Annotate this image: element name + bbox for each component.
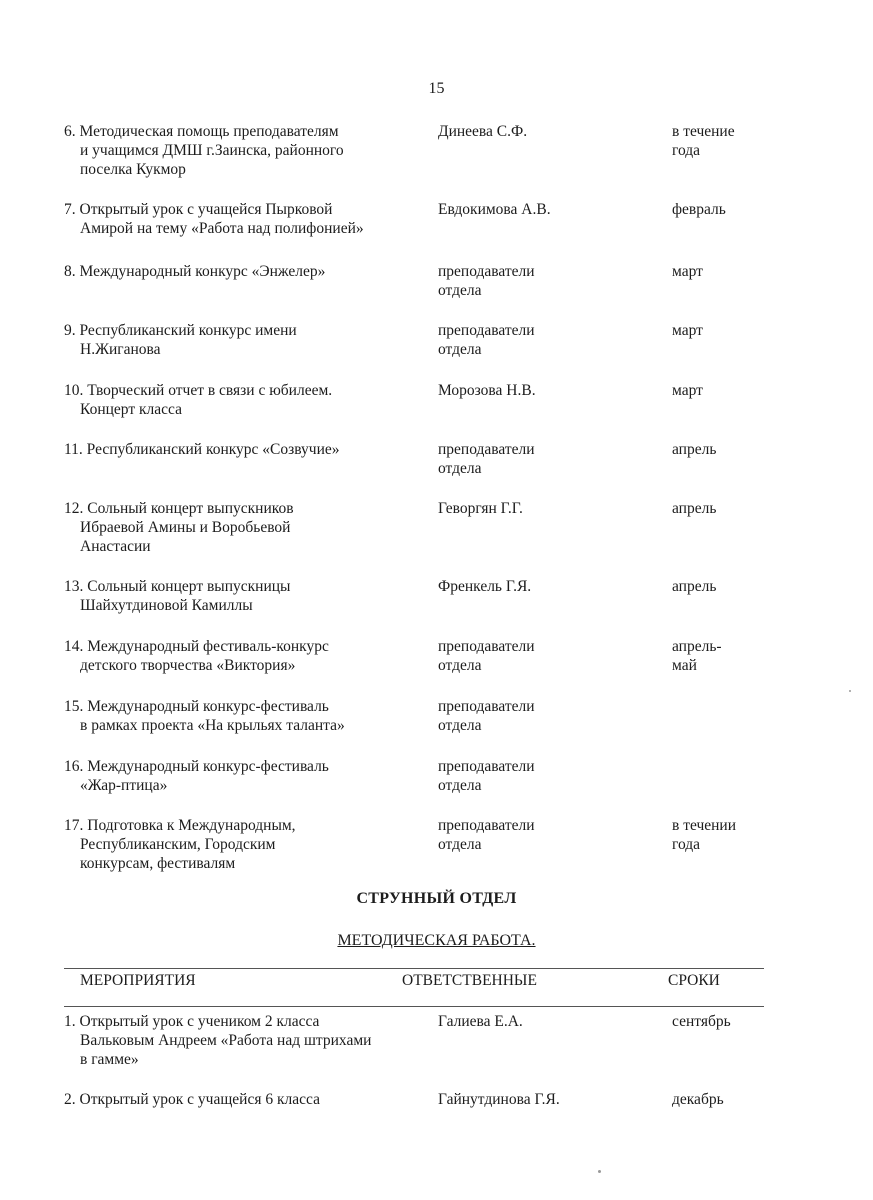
event-text-line: Шайхутдиновой Камиллы [80,597,253,614]
responsible-text-line: преподаватели [438,441,535,458]
date-text-line: года [672,836,701,853]
date-text-line: март [672,263,703,280]
responsible-text-line: преподаватели [438,638,535,655]
event-text-line: «Жар-птица» [80,777,168,794]
event-dates [672,200,812,219]
event-dates [672,637,812,675]
responsible-person [438,122,638,141]
event-text-line: в рамках проекта «На крыльях таланта» [80,717,345,734]
responsible-text-line: преподаватели [438,817,535,834]
event-description [64,1012,414,1069]
event-text-line: поселка Кукмор [80,161,186,178]
responsible-text-line: отдела [438,282,482,299]
event-text-line: 9. Республиканский конкурс имени [64,322,297,339]
section-subtitle: МЕТОДИЧЕСКАЯ РАБОТА. [337,932,536,949]
responsible-text-line: Морозова Н.В. [438,382,536,399]
header-dates: СРОКИ [668,972,720,989]
responsible-text-line: отдела [438,717,482,734]
event-text-line: Концерт класса [80,401,182,418]
event-text-line: 15. Международный конкурс-фестиваль [64,698,329,715]
date-text-line: апрель [672,500,717,517]
event-text-line: в гамме» [80,1051,139,1068]
event-text-line: 7. Открытый урок с учащейся Пырковой [64,201,333,218]
event-text-line: и учащимся ДМШ г.Заинска, районного [80,142,344,159]
responsible-text-line: Галиева Е.А. [438,1013,523,1030]
event-dates [672,816,812,854]
responsible-person [438,262,638,300]
event-description [64,577,414,615]
event-description [64,816,414,873]
date-text-line: март [672,382,703,399]
responsible-text-line: отдела [438,341,482,358]
date-text-line: март [672,322,703,339]
scan-speck [849,690,851,692]
event-dates [672,1012,812,1031]
responsible-text-line: преподаватели [438,698,535,715]
responsible-person [438,381,638,400]
event-text-line: 2. Открытый урок с учащейся 6 класса [64,1091,320,1108]
header-responsible: ОТВЕТСТВЕННЫЕ [402,972,537,989]
responsible-text-line: отдела [438,460,482,477]
responsible-text-line: Френкель Г.Я. [438,578,532,595]
page-number: 15 [428,80,445,97]
event-description [64,499,414,556]
event-description [64,1090,414,1109]
event-text-line: 13. Сольный концерт выпускницы [64,578,291,595]
table-header-bottom-rule [64,1006,764,1007]
date-text-line: май [672,657,697,674]
event-dates [672,262,812,281]
event-description [64,262,414,281]
responsible-person [438,440,638,478]
event-text-line: 10. Творческий отчет в связи с юбилеем. [64,382,333,399]
date-text-line: февраль [672,201,726,218]
event-text-line: 11. Республиканский конкурс «Созвучие» [64,441,340,458]
date-text-line: сентябрь [672,1013,731,1030]
responsible-text-line: отдела [438,836,482,853]
responsible-text-line: Гайнутдинова Г.Я. [438,1091,560,1108]
event-text-line: детского творчества «Виктория» [80,657,296,674]
table-header-top-rule [64,968,764,969]
date-text-line: апрель- [672,638,722,655]
event-dates [672,122,812,160]
event-dates [672,321,812,340]
responsible-person [438,637,638,675]
responsible-person [438,757,638,795]
responsible-person [438,1012,638,1031]
event-description [64,637,414,675]
date-text-line: в течение [672,123,735,140]
event-text-line: 16. Международный конкурс-фестиваль [64,758,329,775]
event-dates [672,1090,812,1109]
event-text-line: 8. Международный конкурс «Энжелер» [64,263,326,280]
responsible-text-line: отдела [438,777,482,794]
event-dates [672,577,812,596]
event-text-line: Вальковым Андреем «Работа над штрихами [80,1032,372,1049]
event-description [64,122,414,179]
event-text-line: Амирой на тему «Работа над полифонией» [80,220,364,237]
responsible-person [438,321,638,359]
event-description [64,321,414,359]
responsible-person [438,577,638,596]
event-description [64,757,414,795]
event-text-line: Ибраевой Амины и Воробьевой [80,519,291,536]
responsible-person [438,697,638,735]
event-dates [672,440,812,459]
responsible-text-line: Евдокимова А.В. [438,201,551,218]
event-text-line: 1. Открытый урок с учеником 2 класса [64,1013,320,1030]
responsible-text-line: преподаватели [438,758,535,775]
responsible-person [438,816,638,854]
event-text-line: конкурсам, фестивалям [80,855,236,872]
event-dates [672,381,812,400]
header-events: МЕРОПРИЯТИЯ [80,972,196,989]
event-description [64,440,414,459]
responsible-person [438,499,638,518]
event-description [64,381,414,419]
event-text-line: 6. Методическая помощь преподавателям [64,123,339,140]
event-text-line: Н.Жиганова [80,341,161,358]
responsible-text-line: преподаватели [438,322,535,339]
event-description [64,200,414,238]
event-dates [672,499,812,518]
event-text-line: Республиканским, Городским [80,836,276,853]
responsible-person [438,1090,638,1109]
responsible-text-line: отдела [438,657,482,674]
event-text-line: 12. Сольный концерт выпускников [64,500,294,517]
date-text-line: апрель [672,441,717,458]
event-text-line: 14. Международный фестиваль-конкурс [64,638,329,655]
responsible-text-line: Динеева С.Ф. [438,123,528,140]
event-text-line: Анастасии [80,538,151,555]
responsible-person [438,200,638,219]
responsible-text-line: Геворгян Г.Г. [438,500,523,517]
event-description [64,697,414,735]
responsible-text-line: преподаватели [438,263,535,280]
event-text-line: 17. Подготовка к Международным, [64,817,296,834]
date-text-line: декабрь [672,1091,724,1108]
scan-speck [598,1170,601,1173]
date-text-line: года [672,142,701,159]
date-text-line: апрель [672,578,717,595]
date-text-line: в течении [672,817,737,834]
section-title: СТРУННЫЙ ОТДЕЛ [356,890,517,907]
